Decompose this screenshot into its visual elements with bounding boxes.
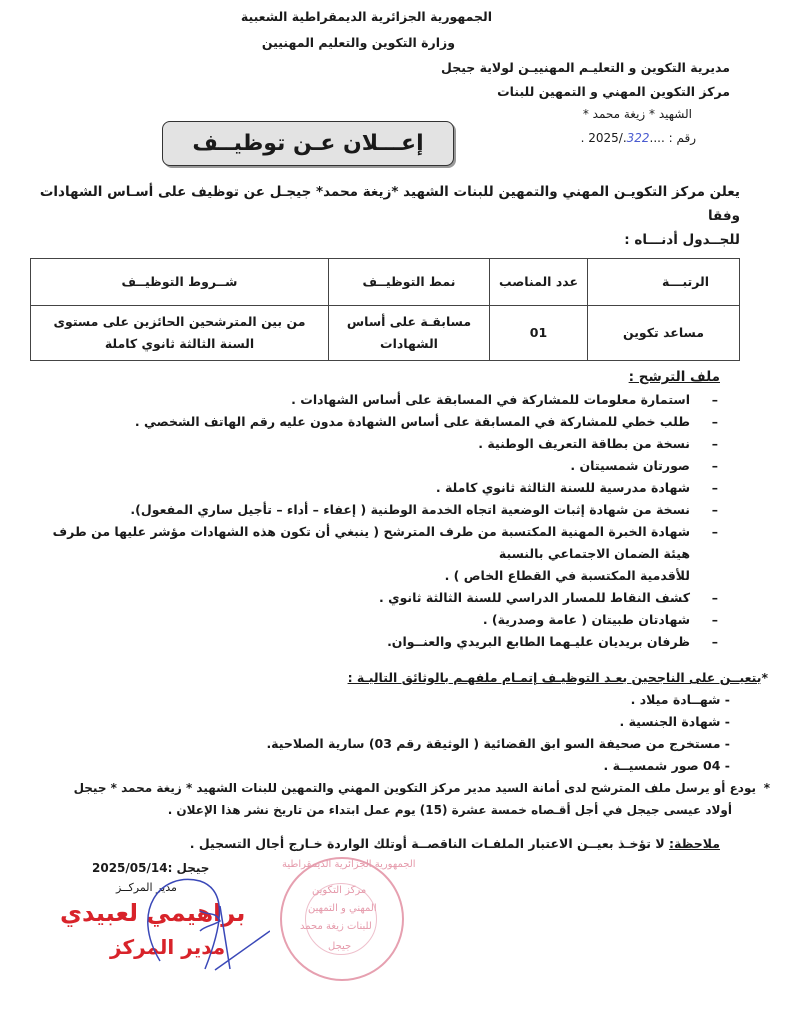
stamp-text: للبنات زيغة محمد xyxy=(300,921,372,932)
header-count: عدد المناصب xyxy=(490,259,588,306)
note-label: ملاحظة: xyxy=(669,836,720,851)
cell-count: 01 xyxy=(490,306,588,361)
file-heading: ملف الترشح : xyxy=(628,369,720,385)
bullet-dash: – xyxy=(711,634,718,649)
handwritten-signature xyxy=(120,871,270,971)
announcement-body xyxy=(30,180,770,971)
place-date: جيجل :2025/05/14 xyxy=(92,861,210,875)
list-item-text: استمارة معلومات للمشاركة في المسابقة على أساس الشهادات . xyxy=(291,392,690,407)
after-heading: *يتعيــن على الناجحين بعـد التوظيـف إتمـام ملفهـم بالوثائق التاليـة : xyxy=(347,670,768,685)
header-conditions: شــروط التوظيــف xyxy=(31,259,329,306)
directorate-heading: مديرية التكوين و التعليـم المهنييـن لولاية جيجل xyxy=(441,60,730,75)
announcement-title: إعـــلان عـن توظيــف xyxy=(162,121,454,166)
stamp-text: جيجل xyxy=(328,941,352,952)
bullet-dash: – xyxy=(711,414,718,429)
list-item xyxy=(30,565,740,587)
list-item-text: ظرفان بريديان عليـهما الطابع البريدي والعنــوان. xyxy=(387,634,690,649)
bullet-dash: – xyxy=(711,502,718,517)
bullet-dash: – xyxy=(711,392,718,407)
list-item-text: شهادة الخبرة المهنية المكتسبة من طرف المترشح ( ينبغي أن تكون هذه الشهادات مؤشر عليها من طرف هيئة الضمان الاجتماعي بالنسبة xyxy=(52,524,690,561)
director-name-stamp: براهيمي لعبيدي xyxy=(60,899,246,927)
list-item xyxy=(30,631,740,653)
list-item xyxy=(30,411,740,433)
director-role: مدير المركــز xyxy=(116,881,177,894)
after-heading-text: يتعيــن على الناجحين بعـد التوظيـف إتمـام ملفهـم بالوثائق التاليـة : xyxy=(347,670,762,685)
reference-handwritten: 322 xyxy=(626,131,650,145)
deposit-line-2: أولاد عيسى جيجل في أجل أقـصاه خمسة عشرة (15) يوم عمل ابتداء من تاريخ نشر هذا الإعلان . xyxy=(167,803,732,817)
center-heading: مركز التكوين المهني و التمهين للبنات xyxy=(497,84,730,99)
positions-table xyxy=(30,258,740,361)
bullet-dash: – xyxy=(711,524,718,539)
reference-label: رقم : .... xyxy=(649,131,696,145)
stamp-text: مركز التكوين xyxy=(312,885,367,896)
bullet-dash: – xyxy=(711,458,718,473)
list-item xyxy=(30,499,740,521)
stamp-text: الجمهورية الجزائرية الديمقراطية xyxy=(282,859,416,870)
list-item-text: طلب خطي للمشاركة في المسابقة على أساس الشهادة مدون عليه رقم الهاتف الشخصي . xyxy=(134,414,690,429)
cell-conditions: من بين المترشحين الحائزين على مستوى السنة الثالثة ثانوي كاملة xyxy=(31,306,329,361)
ministry-heading: وزارة التكوين والتعليم المهنيين xyxy=(261,35,455,50)
republic-heading: الجمهورية الجزائرية الديمقراطية الشعبية xyxy=(240,9,492,24)
list-item-text: شهادة مدرسية للسنة الثالثة ثانوي كاملة . xyxy=(435,480,690,495)
signature-block xyxy=(30,861,740,971)
star-marker: * xyxy=(763,781,770,795)
bullet-dash: – xyxy=(711,612,718,627)
table-row xyxy=(31,306,740,361)
list-item xyxy=(30,389,740,411)
intro-line-2: للجــدول أدنـــاه : xyxy=(624,232,740,248)
list-item: - 04 صور شمسيــة . xyxy=(603,758,730,773)
list-item xyxy=(30,521,740,565)
list-item-text: كشف النقاط للمسار الدراسي للسنة الثالثة ثانوي . xyxy=(379,590,690,605)
list-item-text: شهادتان طبيتان ( عامة وصدرية) . xyxy=(482,612,690,627)
stamp-text: المهني و التمهين xyxy=(308,903,377,914)
header-rank: الرتبـــة xyxy=(588,259,740,306)
martyr-name: الشهيد * زيغة محمد * xyxy=(582,107,692,121)
reference-year: ./2025 . xyxy=(580,131,627,145)
deposit-line-1: يودع أو يرسل ملف المترشح لدى أمانة السيد مدير مركز التكوين المهني والتمهين للبنات الشهيد * زيغة محمد * جيجل xyxy=(73,781,756,795)
list-item: - شهادة الجنسية . xyxy=(619,714,730,729)
header-mode: نمط التوظيــف xyxy=(329,259,490,306)
list-item xyxy=(30,477,740,499)
list-item-text: للأقدمية المكتسبة في القطاع الخاص ) . xyxy=(444,568,690,583)
list-item-text: نسخة من بطاقة التعريف الوطنية . xyxy=(478,436,690,451)
list-item xyxy=(30,455,740,477)
director-role-stamp: مدير المركز xyxy=(110,935,226,959)
table-header-row xyxy=(31,259,740,306)
list-item: - مستخرج من صحيفة السو ابق القضائية ( الوثيقة رقم 03) سارية الصلاحية. xyxy=(266,736,730,751)
cell-rank: مساعد تكوين xyxy=(588,306,740,361)
bullet-dash: – xyxy=(711,480,718,495)
list-item-text: صورتان شمسيتان . xyxy=(570,458,690,473)
cell-mode: مسابقـة على أساس الشهادات xyxy=(329,306,490,361)
note xyxy=(30,833,720,855)
deposit-paragraph xyxy=(30,777,770,821)
after-section xyxy=(30,667,770,821)
note-text: لا تؤخـذ بعيــن الاعتبار الملفـات الناقصــة أوتلك الواردة خـارج أجال التسجيل . xyxy=(189,836,669,851)
bullet-dash: – xyxy=(711,590,718,605)
list-item xyxy=(30,433,740,455)
list-item xyxy=(30,609,740,631)
list-item: - شهــادة ميلاد . xyxy=(630,692,730,707)
file-list xyxy=(30,389,740,653)
list-item-text: نسخة من شهادة إثبات الوضعية اتجاه الخدمة الوطنية ( إعفاء – أداء – تأجيل ساري المفعول). xyxy=(130,502,690,517)
intro-line-1: يعلن مركز التكويـن المهني والتمهين للبنات الشهيد *زيغة محمد* جيجـل عن توظيف على أسـاس الشهادات وفقا xyxy=(39,184,740,224)
reference-number xyxy=(581,131,696,145)
list-item xyxy=(30,587,740,609)
bullet-dash: – xyxy=(711,436,718,451)
intro xyxy=(30,180,740,252)
